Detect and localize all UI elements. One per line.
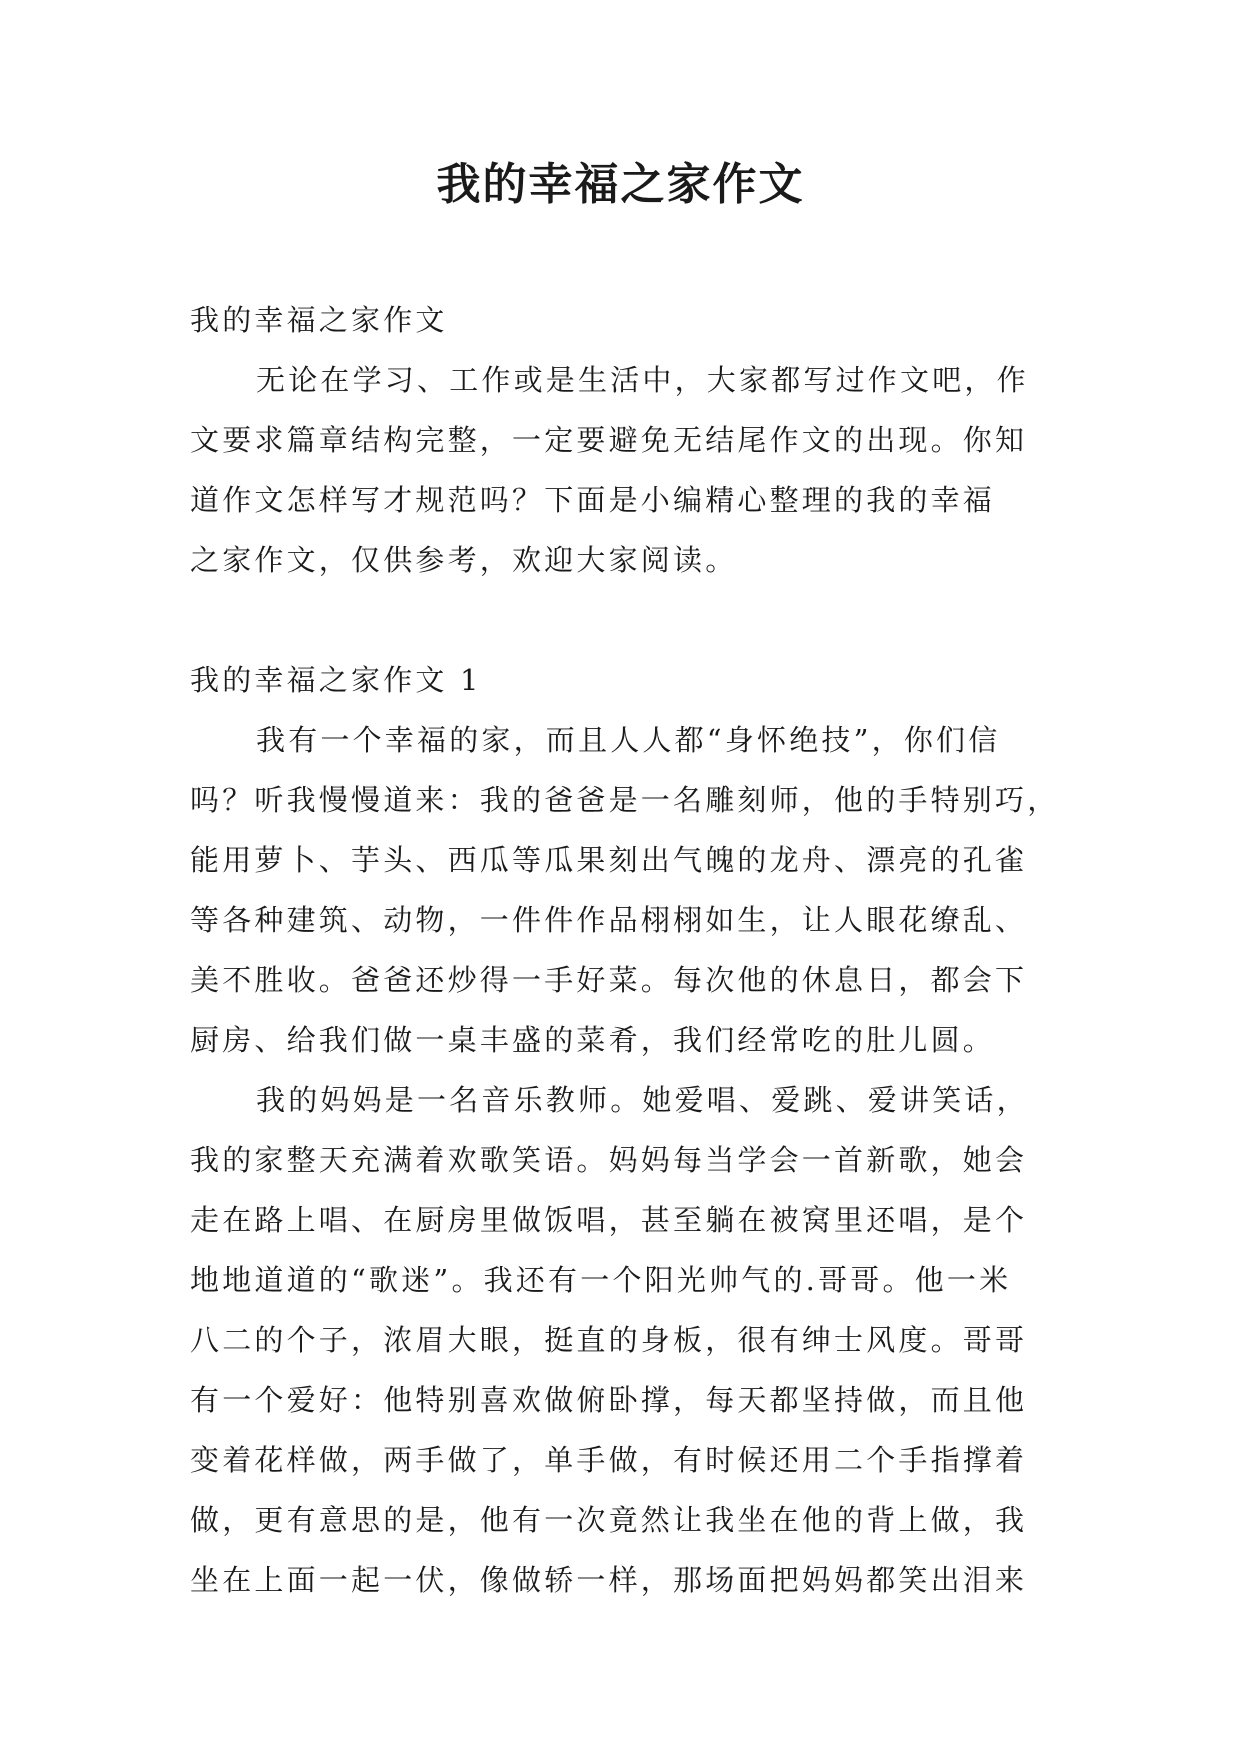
paragraph2-line: 做，更有意思的是，他有一次竟然让我坐在他的背上做，我 [190,1503,1028,1537]
paragraph2-line: 八二的个子，浓眉大眼，挺直的身板，很有绅士风度。哥哥 [190,1323,1028,1357]
paragraph1-line: 我有一个幸福的家，而且人人都“身怀绝技”，你们信 [256,723,1001,757]
paragraph2-line: 坐在上面一起一伏，像做轿一样，那场面把妈妈都笑出泪来 [190,1563,1028,1597]
paragraph-gap [190,590,1070,650]
paragraph2-line: 地地道道的“歌迷”。我还有一个阳光帅气的.哥哥。他一米 [190,1263,1012,1297]
paragraph1-line: 等各种建筑、动物，一件件作品栩栩如生，让人眼花缭乱、 [190,903,1028,937]
paragraph1-line: 能用萝卜、芋头、西瓜等瓜果刻出气魄的龙舟、漂亮的孔雀 [190,843,1028,877]
paragraph1-line: 吗？听我慢慢道来：我的爸爸是一名雕刻师，他的手特别巧， [190,783,1060,817]
section-heading: 我的幸福之家作文 1 [190,663,482,697]
paragraph2-line: 我的妈妈是一名音乐教师。她爱唱、爱跳、爱讲笑话， [256,1083,1029,1117]
paragraph2-line: 我的家整天充满着欢歌笑语。妈妈每当学会一首新歌，她会 [190,1143,1028,1177]
intro-line: 之家作文，仅供参考，欢迎大家阅读。 [190,543,738,577]
document-title: 我的幸福之家作文 [436,159,805,210]
paragraph2-line: 变着花样做，两手做了，单手做，有时候还用二个手指撑着 [190,1443,1028,1477]
paragraph2-line: 有一个爱好：他特别喜欢做俯卧撑，每天都坚持做，而且他 [190,1383,1028,1417]
intro-line: 道作文怎样写才规范吗？下面是小编精心整理的我的幸福 [190,483,996,517]
paragraph1-line: 美不胜收。爸爸还炒得一手好菜。每次他的休息日，都会下 [190,963,1028,997]
paragraph1-line: 厨房、给我们做一桌丰盛的菜肴，我们经常吃的肚儿圆。 [190,1023,996,1057]
document-body [190,290,1070,1610]
subheading: 我的幸福之家作文 [190,303,448,337]
intro-line: 无论在学习、工作或是生活中，大家都写过作文吧，作 [256,363,1029,397]
intro-line: 文要求篇章结构完整，一定要避免无结尾作文的出现。你知 [190,423,1028,457]
paragraph2-line: 走在路上唱、在厨房里做饭唱，甚至躺在被窝里还唱，是个 [190,1203,1028,1237]
